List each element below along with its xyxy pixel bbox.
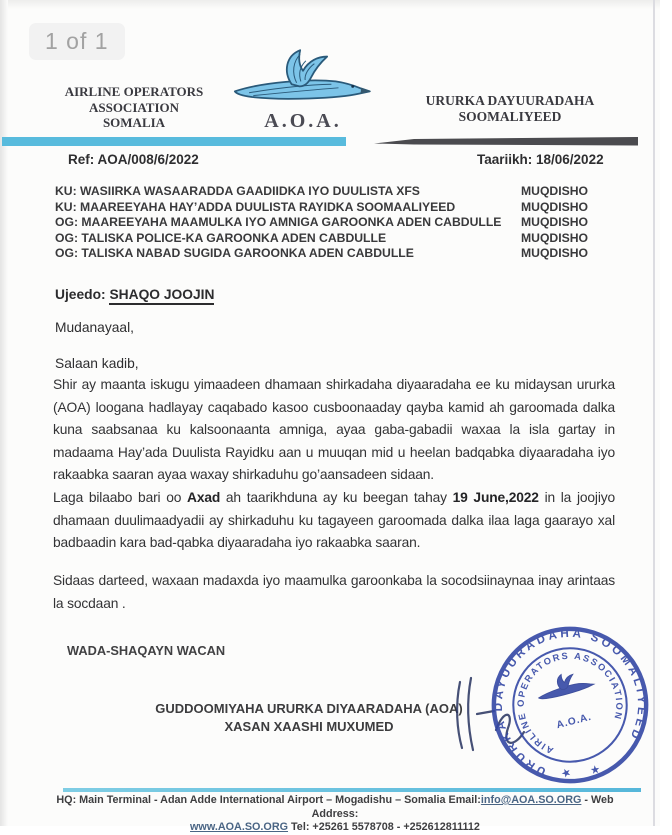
recipient-row <box>55 184 603 200</box>
stamp-inner-text: AIRLINE OPERATORS ASSOCIATION <box>515 650 625 756</box>
stamp-star-icon: ★ <box>589 763 602 778</box>
salutation-addressees: Mudanayaal, <box>55 320 135 335</box>
stamp-center-acronym: A.O.A. <box>555 711 593 732</box>
recipient-line: KU: WASIIRKA WASAARADDA GAADIIDKA IYO DUULISTA XFS <box>55 184 420 198</box>
footer-email-link[interactable]: info@AOA.SO.ORG <box>480 794 582 806</box>
footer-web-label: - Web Address: <box>311 794 614 820</box>
letterhead-org-name-english <box>48 84 220 131</box>
signatory-name: XASAN XAASHI MUXUMED <box>224 718 394 734</box>
footer-hq-text: HQ: Main Terminal - Adan Adde International Airport – Mogadishu – Somalia Email: <box>56 794 481 806</box>
letter-date: Taariikh: 18/06/2022 <box>477 152 604 167</box>
subject-value: SHAQO JOOJIN <box>109 287 214 305</box>
recipient-city: MUQDISHO <box>521 199 589 214</box>
reference-number: Ref: AOA/008/6/2022 <box>68 152 199 167</box>
letterhead-org-name-somali <box>382 93 638 125</box>
recipient-list <box>55 184 603 262</box>
recipient-city: MUQDISHO <box>521 215 589 230</box>
footer-line-2 <box>35 821 635 835</box>
org-right-line2: SOOMALIYEED <box>458 109 562 124</box>
stamp-star-icon: ★ <box>559 765 574 782</box>
org-right-line1: URURKA DAYUURADAHA <box>425 93 595 108</box>
recipient-row <box>55 200 603 216</box>
stamp-outer-text: URURKA DAYUURADAHA SOOMALIYEED <box>491 626 649 779</box>
recipient-row <box>55 215 603 231</box>
footer-line-1 <box>35 794 635 821</box>
signatory-title: GUDDOOMIYAHA URURKA DIYAARADAHA (AOA) <box>155 701 463 716</box>
recipient-line: OG: TALISKA POLICE-KA GAROONKA ADEN CABDULLE <box>55 230 387 245</box>
footer-tel-text: Tel: +25261 5578708 - +252612811112 <box>288 821 480 833</box>
recipient-line: OG: TALISKA NABAD SUGIDA GAROONKA ADEN CABDULLE <box>55 246 414 261</box>
subject-label: Ujeedo: <box>55 287 110 302</box>
recipient-line: OG: MAAREEYAHA MAAMULKA IYO AMNIGA GAROONKA ADEN CABDULLE <box>55 215 502 230</box>
recipient-row <box>55 246 603 262</box>
header-rule-blue <box>2 137 346 146</box>
paragraph2-text: Laga bilaabo bari oo <box>53 490 188 505</box>
signature-block <box>148 700 470 735</box>
footer-website-link[interactable]: www.AOA.SO.ORG <box>190 821 289 833</box>
recipient-city: MUQDISHO <box>521 246 589 261</box>
recipient-city: MUQDISHO <box>521 184 589 198</box>
org-left-line3: SOMALIA <box>102 115 166 130</box>
logo-acronym: A.O.A. <box>264 110 342 132</box>
aoa-logo <box>230 48 376 133</box>
page-edge-left <box>0 0 8 826</box>
body-paragraph-1: Shir ay maanta iskugu yimaadeen dhamaan shirkadaha diyaaradaha ee ku midaysan ururka (AOA) loogana hadlayay caqabado kasoo cusboonaaday qayba kamid ah garoomada dalka kuna saabsanaa ku kalsoonaanta amniga, ayaa gaba-gabadii waxaa la isla gartay in madaama Hay’ada Duulista Rayidku aan u muuqan mid u heelan badqabka diyaaradaha iyo rakaabka saaran ayaa waxay shirkaduhu go’aansadeen sidaan. <box>53 377 615 482</box>
footer-contact-info <box>35 794 635 835</box>
body-paragraph-3: Sidaas darteed, waxaan madaxda iyo maamulka garoonkaba la socodsiinaynaa inay arintaas la socdaan . <box>53 573 615 611</box>
bird-logo-icon <box>232 48 374 112</box>
page-edge-top <box>0 0 660 9</box>
header-rule-dark <box>374 137 638 146</box>
recipient-city: MUQDISHO <box>521 230 589 245</box>
footer-rule <box>63 788 641 792</box>
paragraph2-text: ah taarikhduna ay ku beegan tahay <box>220 490 453 505</box>
recipient-line: KU: MAAREEYAHA HAY’ADDA DUULISTA RAYIDKA SOOMAALIYEED <box>55 199 456 214</box>
paragraph2-bold-day: Axad <box>187 490 221 505</box>
recipient-row <box>55 231 603 247</box>
body-paragraph-2 <box>53 487 615 555</box>
stamp-outer-text-container <box>475 610 661 786</box>
paragraph2-text: in la joojiyo dhamaan duulimaadyadii ay shirkaduhu ku tagayeen garoomada dalka ilaa laga gaarayo xal badbaadin kara bad-qabka diyaaradaha iyo rakaabka saaran. <box>53 490 616 550</box>
official-stamp <box>469 606 671 804</box>
stamp-bird-icon <box>534 667 594 701</box>
org-left-line1: AIRLINE OPERATORS <box>64 84 204 99</box>
salutation-greeting: Salaan kadib, <box>55 356 139 371</box>
org-left-line2: ASSOCIATION <box>88 99 180 115</box>
closing-phrase: WADA-SHAQAYN WACAN <box>67 643 226 658</box>
page-count-indicator: 1 of 1 <box>29 23 125 60</box>
subject-line <box>55 287 214 302</box>
paragraph2-bold-date: 19 June,2022 <box>452 490 539 505</box>
